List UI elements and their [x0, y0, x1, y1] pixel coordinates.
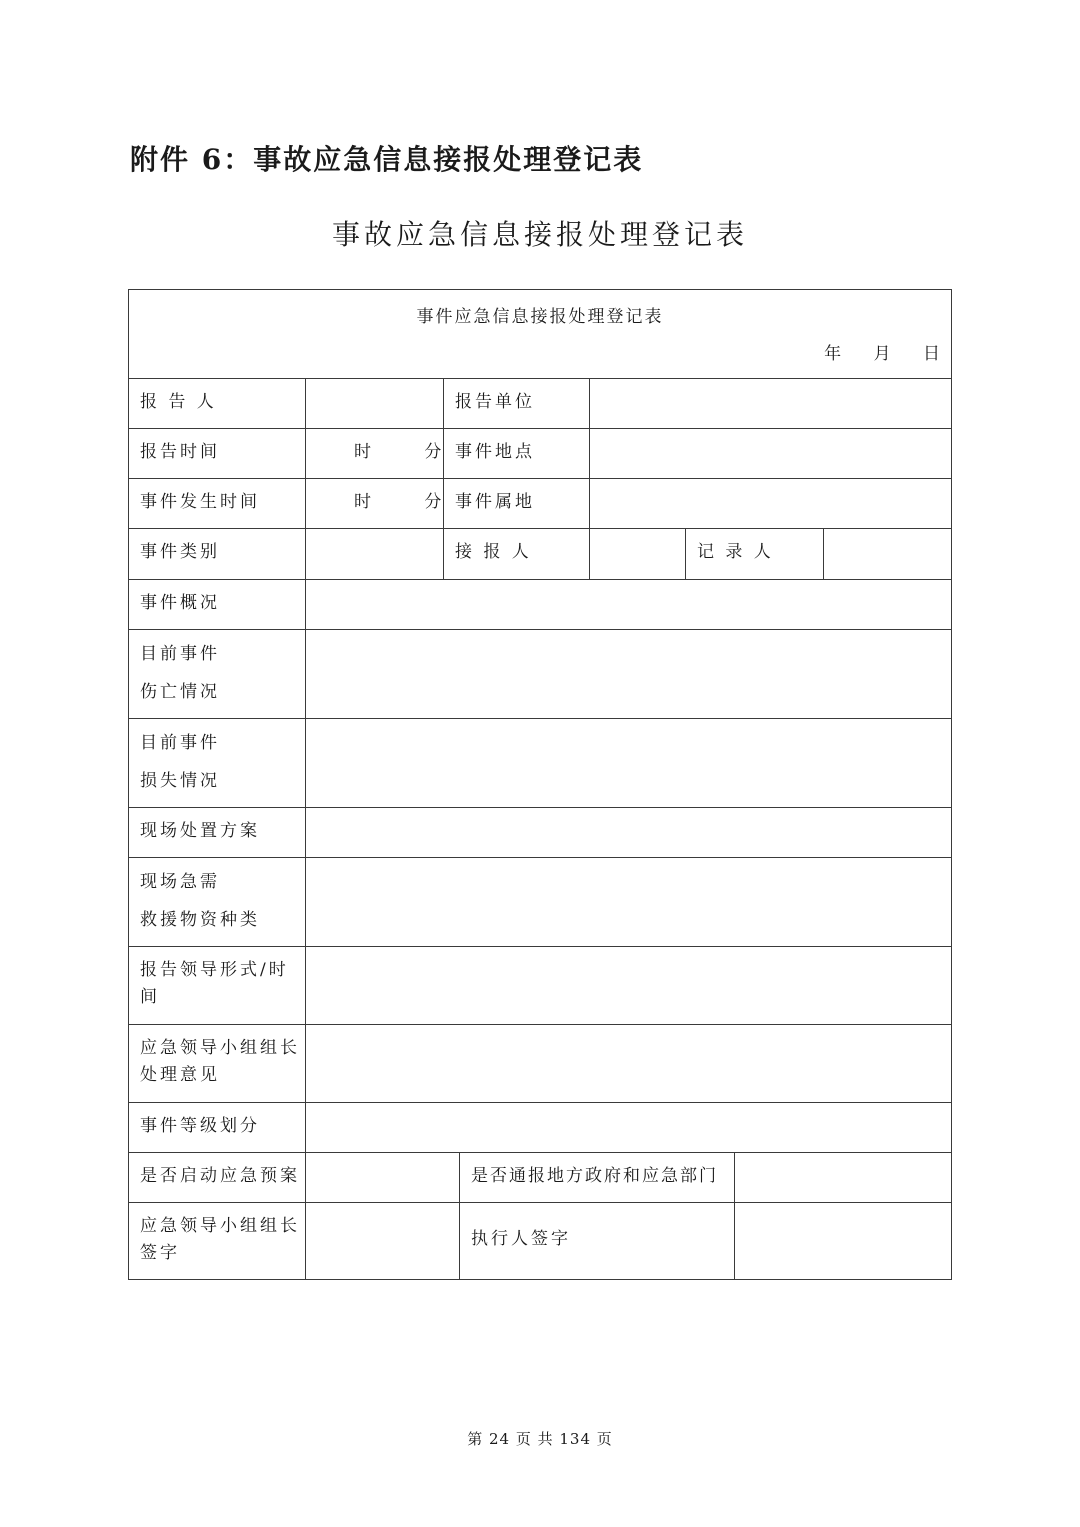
registration-form [128, 289, 952, 1280]
start-plan-label: 是否启动应急预案 [140, 1166, 300, 1186]
row-divider [128, 1152, 952, 1153]
row-divider [128, 1024, 952, 1025]
row-divider [128, 478, 952, 479]
row-divider [128, 629, 952, 630]
recorder-label: 记 录 人 [697, 542, 774, 562]
casualties-label-line1: 目前事件 [140, 644, 220, 664]
column-divider [305, 1152, 306, 1280]
row-divider [128, 1102, 952, 1103]
leader-signature-label-line2: 签字 [140, 1243, 180, 1263]
notify-gov-label: 是否通报地方政府和应急部门 [471, 1166, 718, 1186]
column-divider [685, 528, 686, 579]
column-divider [443, 378, 444, 579]
onsite-plan-label: 现场处置方案 [140, 821, 260, 841]
executor-signature-label: 执行人签字 [471, 1229, 571, 1249]
losses-label-line2: 损失情况 [140, 771, 220, 791]
reporter-label: 报 告 人 [140, 392, 217, 412]
event-level-label: 事件等级划分 [140, 1116, 260, 1136]
occur-time-label: 事件发生时间 [140, 492, 260, 512]
row-divider [128, 579, 952, 580]
event-category-label: 事件类别 [140, 542, 220, 562]
column-divider [823, 528, 824, 579]
page-number: 第 24 页 共 134 页 [467, 1430, 613, 1448]
attachment-title: 附件 6：事故应急信息接报处理登记表 [130, 143, 644, 176]
occur-time-units: 时 分 [354, 492, 445, 512]
column-divider [305, 378, 306, 1153]
report-time-units: 时 分 [354, 442, 445, 462]
row-divider [128, 528, 952, 529]
leader-opinion-label-line1: 应急领导小组组长 [140, 1038, 300, 1058]
date-line: 年 月 日 [824, 344, 940, 364]
form-border-right [951, 289, 952, 1280]
row-divider [128, 1202, 952, 1203]
leader-opinion-label-line2: 处理意见 [140, 1065, 220, 1085]
report-unit-label: 报告单位 [455, 392, 535, 412]
urgent-materials-label-line1: 现场急需 [140, 872, 220, 892]
row-divider [128, 857, 952, 858]
form-border-top [128, 289, 952, 290]
page-title: 事故应急信息接报处理登记表 [331, 218, 748, 251]
report-time-label: 报告时间 [140, 442, 220, 462]
event-overview-label: 事件概况 [140, 593, 220, 613]
row-divider [128, 946, 952, 947]
event-location-label: 事件地点 [455, 442, 535, 462]
form-border-left [128, 289, 129, 1280]
event-jurisdiction-label: 事件属地 [455, 492, 535, 512]
urgent-materials-label-line2: 救援物资种类 [140, 910, 260, 930]
column-divider [734, 1152, 735, 1280]
form-border-bottom [128, 1279, 952, 1280]
losses-label-line1: 目前事件 [140, 733, 220, 753]
casualties-label-line2: 伤亡情况 [140, 682, 220, 702]
report-leader-label-line2: 间 [140, 987, 160, 1007]
row-divider [128, 718, 952, 719]
form-inner-title: 事件应急信息接报处理登记表 [416, 307, 664, 327]
column-divider [589, 378, 590, 579]
row-divider [128, 807, 952, 808]
row-divider [128, 428, 952, 429]
receiver-label: 接 报 人 [455, 542, 532, 562]
leader-signature-label-line1: 应急领导小组组长 [140, 1216, 300, 1236]
column-divider [459, 1152, 460, 1280]
row-divider [128, 378, 952, 379]
report-leader-label-line1: 报告领导形式/时 [140, 960, 289, 980]
